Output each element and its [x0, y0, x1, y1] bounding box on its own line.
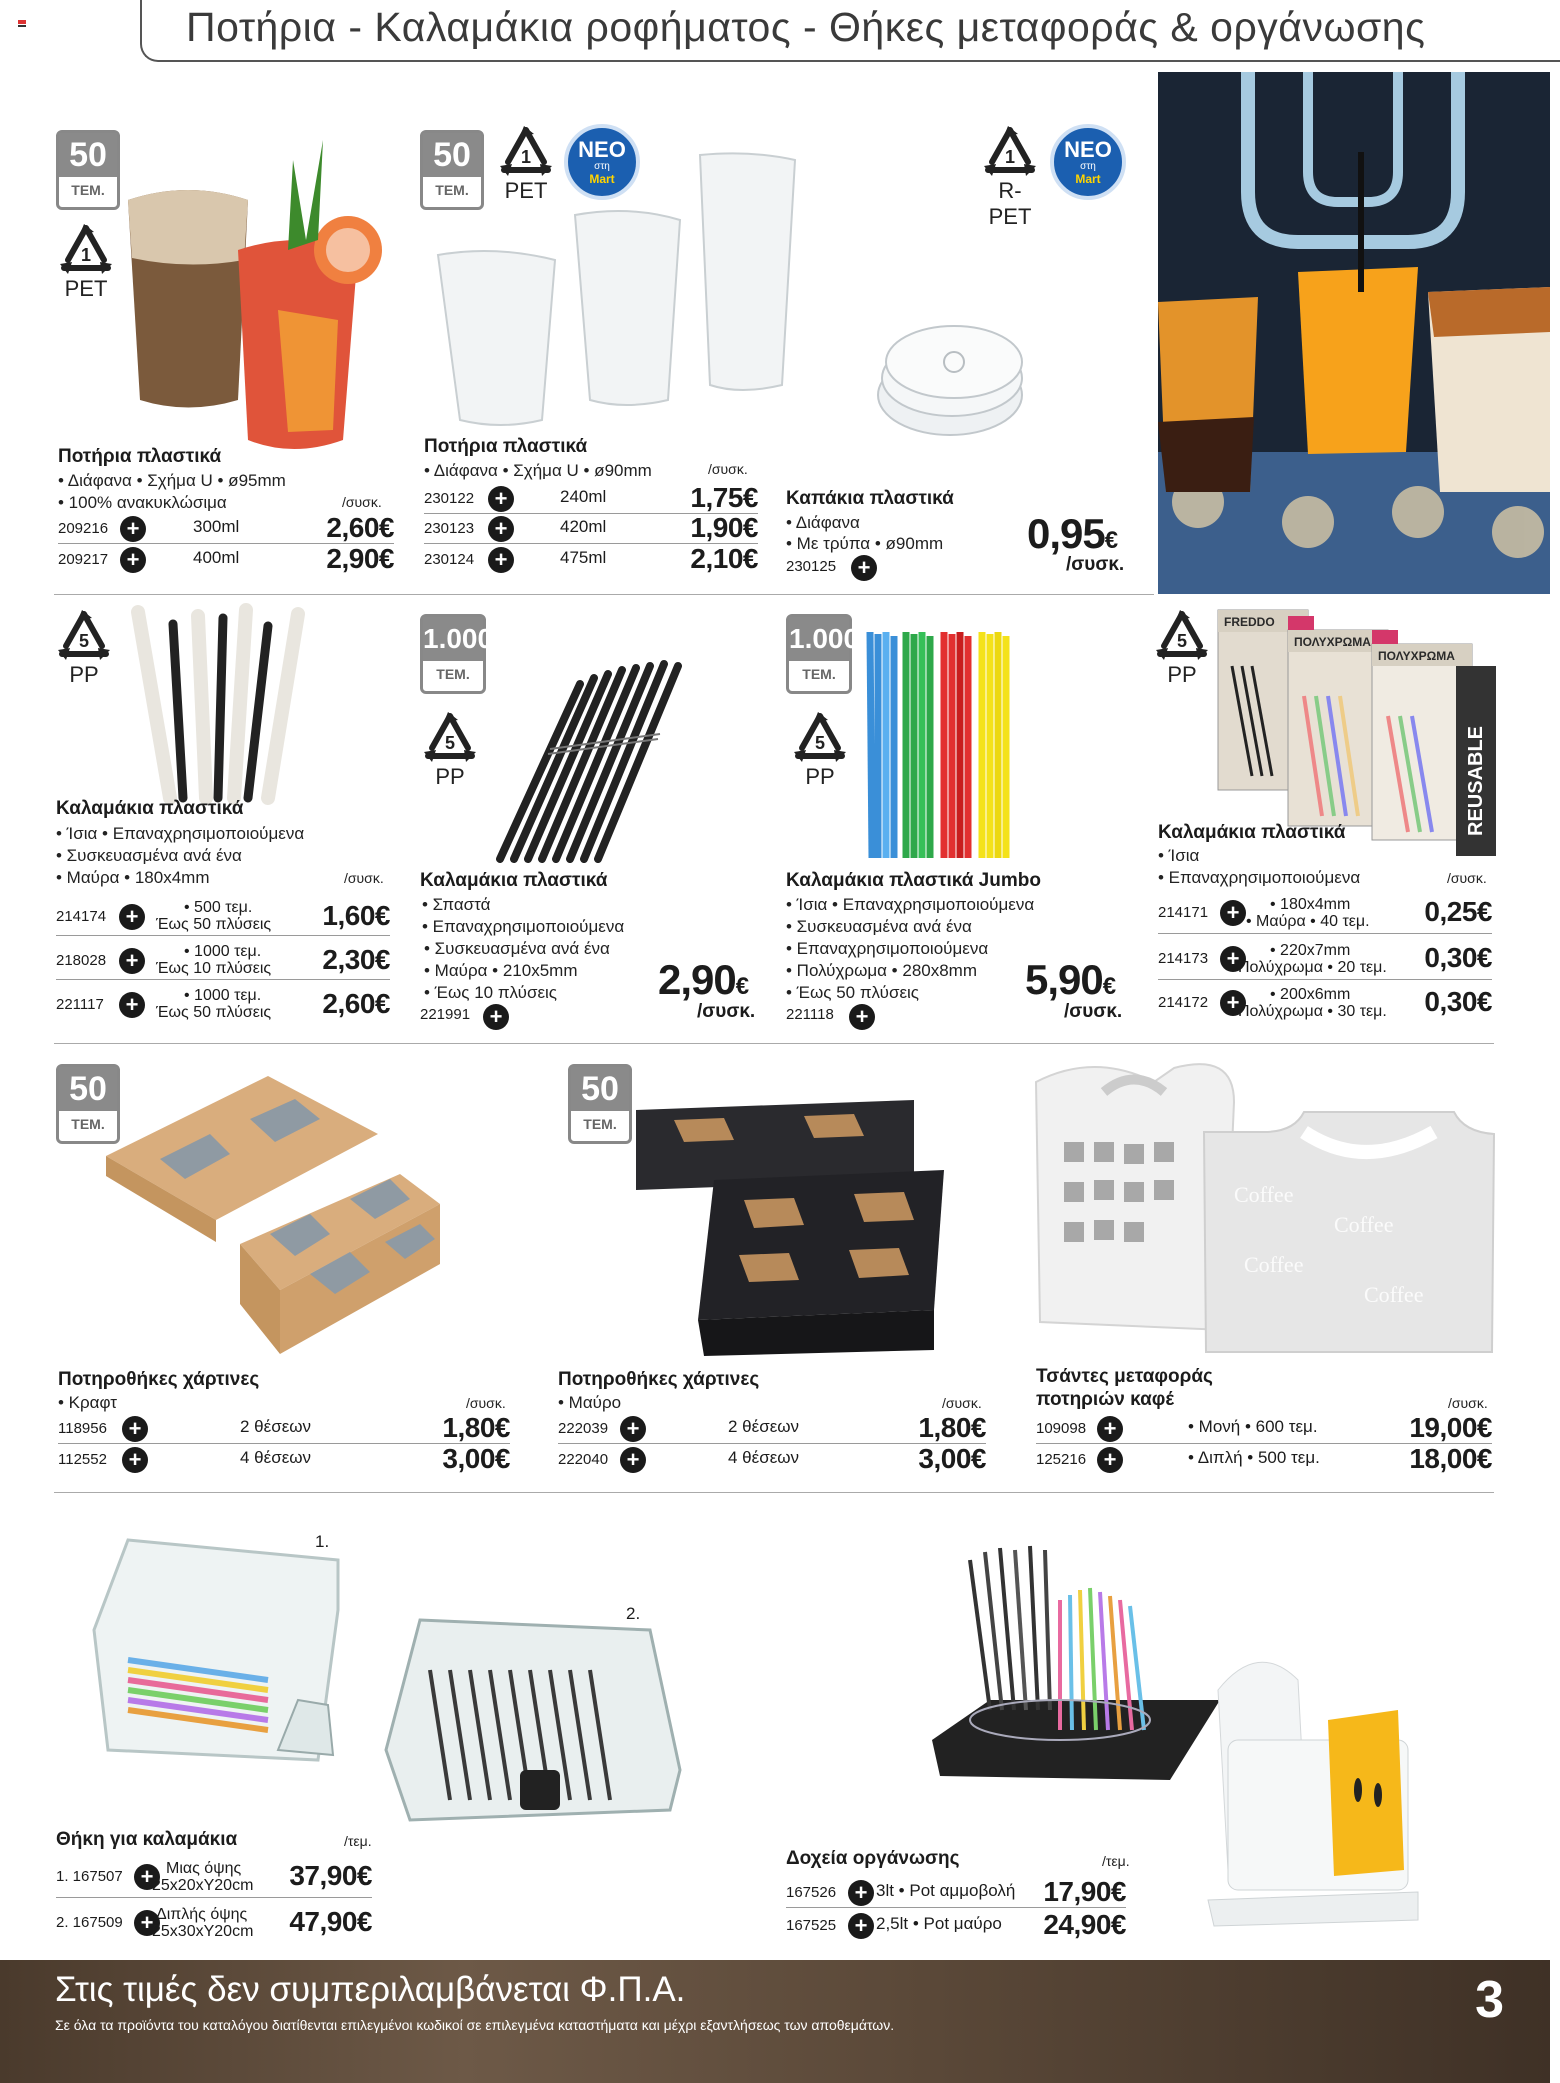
- product-title: Ποτήρια πλαστικά: [424, 436, 588, 457]
- table-row: 230123 + 420ml 1,90€: [424, 512, 758, 543]
- table-row: 112552 + 4 θέσεων 3,00€: [58, 1443, 510, 1474]
- plus-icon[interactable]: +: [483, 1004, 509, 1030]
- product-title: Δοχεία οργάνωσης: [786, 1848, 960, 1869]
- unit-label: /συσκ.: [1448, 1395, 1488, 1411]
- plus-icon[interactable]: +: [134, 1910, 160, 1936]
- svg-text:1: 1: [520, 147, 532, 167]
- feature-line: • Μαύρα • 210x5mm: [424, 961, 578, 980]
- feature-line: • Διάφανα • Σχήμα U • ø95mm: [58, 471, 286, 490]
- page-title: Ποτήρια - Καλαμάκια ροφήματος - Θήκες μεταφοράς & οργάνωσης: [186, 4, 1426, 50]
- carry-bags-photo: [1034, 1062, 1494, 1352]
- divider: [54, 594, 1154, 595]
- unit-label: /συσκ.: [708, 461, 748, 477]
- table-row: 209217 + 400ml 2,90€: [58, 543, 394, 574]
- product-code: 221118: [786, 1006, 834, 1023]
- table-row: 125216 + • Διπλή • 500 τεμ. 18,00€: [1036, 1443, 1492, 1474]
- feature-line: • Μαύρα • 180x4mm: [56, 868, 210, 887]
- recycle-pp-icon: 5 PP: [788, 712, 852, 790]
- quantity-badge: 50 ΤΕΜ.: [568, 1064, 632, 1144]
- feature-line: • Επαναχρησιμοποιούμενα: [786, 939, 989, 958]
- recycle-pet-icon: 1 PET: [494, 126, 558, 204]
- svg-text:5: 5: [814, 733, 826, 753]
- feature-line: • Συσκευασμένα ανά ένα: [56, 846, 242, 865]
- straws-black-photo: [118, 604, 318, 800]
- feature-line: • Κραφτ: [58, 1393, 118, 1412]
- feature-line: • Διάφανα • Σχήμα U • ø90mm: [424, 461, 652, 480]
- quantity-badge: 50 ΤΕΜ.: [56, 130, 120, 210]
- item-number: 2.: [626, 1604, 641, 1623]
- feature-line: • Έως 10 πλύσεις: [424, 983, 557, 1002]
- plus-icon[interactable]: +: [848, 1880, 874, 1906]
- feature-line: • Μαύρο: [558, 1393, 622, 1412]
- product-title: Ποτηροθήκες χάρτινες: [58, 1369, 260, 1390]
- product-title: ποτηριών καφέ: [1036, 1389, 1174, 1410]
- svg-text:FREDDO: FREDDO: [1224, 615, 1275, 629]
- straws-boxes-photo: [1212, 606, 1502, 858]
- recycle-pet-icon: 1 PET: [54, 224, 118, 302]
- svg-text:5: 5: [78, 631, 90, 651]
- plus-icon[interactable]: +: [848, 1913, 874, 1939]
- table-row: 222039 + 2 θέσεων 1,80€: [558, 1412, 986, 1443]
- lifestyle-photo: [1158, 72, 1550, 594]
- divider: [54, 1043, 1494, 1044]
- table-row: 214172 + • 200x6mm Πολύχρωμα • 30 τεμ. 0,30€: [1158, 986, 1492, 1020]
- plus-icon[interactable]: +: [488, 516, 514, 542]
- table-row: 214174 + • 500 τεμ. Έως 50 πλύσεις 1,60€: [56, 898, 390, 936]
- table-row: 1. 167507 + Μιας όψης 25x20xY20cm 37,90€: [56, 1858, 372, 1898]
- plus-icon[interactable]: +: [851, 555, 877, 581]
- unit-label: /συσκ.: [1064, 1001, 1123, 1022]
- feature-line: • Ίσια: [1158, 846, 1200, 865]
- plus-icon[interactable]: +: [488, 486, 514, 512]
- svg-text:5: 5: [1176, 631, 1188, 651]
- table-row: 2. 167509 + Διπλής όψης 25x30xY20cm 47,90€: [56, 1906, 372, 1940]
- svg-text:Coffee: Coffee: [1244, 1252, 1304, 1277]
- new-badge-icon: ΝΕΟ στη Mart: [564, 124, 640, 200]
- table-row: 230124 + 475ml 2,10€: [424, 543, 758, 574]
- svg-text:ΠΟΛΥΧΡΩΜΑ: ΠΟΛΥΧΡΩΜΑ: [1294, 635, 1371, 649]
- feature-line: • Με τρύπα • ø90mm: [786, 534, 944, 553]
- feature-line: • Επαναχρησιμοποιούμενα: [422, 917, 625, 936]
- plus-icon[interactable]: +: [620, 1416, 646, 1442]
- cups-90-photo: [430, 145, 780, 435]
- plus-icon[interactable]: +: [122, 1416, 148, 1442]
- price: 2,90€: [658, 956, 749, 1003]
- plus-icon[interactable]: +: [488, 547, 514, 573]
- svg-text:Coffee: Coffee: [1334, 1212, 1394, 1237]
- straws-bendy-photo: [490, 654, 690, 864]
- product-title: Ποτήρια πλαστικά: [58, 446, 222, 467]
- table-row: 221117 + • 1000 τεμ. Έως 50 πλύσεις 2,60€: [56, 987, 390, 1021]
- divider: [54, 1492, 1494, 1493]
- recycle-pet-icon: 1 R-PET: [978, 126, 1042, 230]
- plus-icon[interactable]: +: [1220, 946, 1246, 972]
- unit-label: /συσκ.: [466, 1395, 506, 1411]
- unit-label: /συσκ.: [1066, 554, 1125, 575]
- product-title: Καλαμάκια πλαστικά: [56, 798, 244, 819]
- product-title: Ποτηροθήκες χάρτινες: [558, 1369, 760, 1390]
- quantity-badge: 1.000 ΤΕΜ.: [420, 614, 486, 694]
- product-code: 230125: [786, 558, 837, 575]
- unit-label: /τεμ.: [1102, 1853, 1130, 1869]
- lids-photo: [870, 280, 1030, 460]
- vat-notice: Στις τιμές δεν συμπεριλαμβάνεται Φ.Π.Α.: [55, 1970, 686, 2009]
- plus-icon[interactable]: +: [120, 516, 146, 542]
- quantity-badge: 1.000 ΤΕΜ.: [786, 614, 852, 694]
- item-number: 1.: [315, 1532, 330, 1551]
- unit-label: /συσκ.: [697, 1001, 756, 1022]
- feature-line: • Συσκευασμένα ανά ένα: [424, 939, 610, 958]
- recycle-pp-icon: 5 PP: [52, 610, 116, 688]
- quantity-badge: 50 ΤΕΜ.: [56, 1064, 120, 1144]
- plus-icon[interactable]: +: [119, 948, 145, 974]
- table-row: 214171 + • 180x4mm • Μαύρα • 40 τεμ. 0,25€: [1158, 894, 1492, 934]
- organizer-1-photo: [930, 1540, 1230, 1790]
- svg-text:Coffee: Coffee: [1364, 1282, 1424, 1307]
- feature-line: • 100% ανακυκλώσιμα: [58, 493, 227, 512]
- table-row: 209216 + 300ml 2,60€: [58, 512, 394, 543]
- feature-line: • Πολύχρωμα • 280x8mm: [786, 961, 978, 980]
- feature-line: • Ίσια • Επαναχρησιμοποιούμενα: [56, 824, 305, 843]
- plus-icon[interactable]: +: [620, 1447, 646, 1473]
- plus-icon[interactable]: +: [119, 992, 145, 1018]
- table-row: 230122 + 240ml 1,75€: [424, 482, 758, 513]
- cups-95-photo: [118, 140, 428, 455]
- kraft-holders-photo: [100, 1064, 440, 1364]
- plus-icon[interactable]: +: [119, 904, 145, 930]
- plus-icon[interactable]: +: [849, 1004, 875, 1030]
- plus-icon[interactable]: +: [1097, 1447, 1123, 1473]
- header-mark: [18, 20, 26, 24]
- table-row: 214173 + • 220x7mm Πολύχρωμα • 20 τεμ. 0,30€: [1158, 940, 1492, 980]
- new-badge-icon: ΝΕΟ στη Mart: [1050, 124, 1126, 200]
- table-row: 167526 + 3lt • Pot αμμοβολή 17,90€: [786, 1876, 1126, 1907]
- price: 5,90€: [1025, 956, 1116, 1003]
- table-row: 218028 + • 1000 τεμ. Έως 10 πλύσεις 2,30€: [56, 942, 390, 980]
- svg-text:1: 1: [80, 245, 92, 265]
- unit-label: /συσκ.: [344, 870, 384, 886]
- unit-label: /συσκ.: [342, 494, 382, 510]
- dispenser-1-photo: [88, 1530, 348, 1770]
- page-number: 3: [1475, 1971, 1504, 2029]
- product-title: Θήκη για καλαμάκια: [56, 1829, 238, 1850]
- plus-icon[interactable]: +: [1097, 1416, 1123, 1442]
- plus-icon[interactable]: +: [122, 1447, 148, 1473]
- product-code: 221991: [420, 1006, 471, 1023]
- product-title: Καπάκια πλαστικά: [786, 488, 954, 509]
- footer: [0, 1960, 1550, 2083]
- dispenser-2-photo: [380, 1610, 690, 1830]
- plus-icon[interactable]: +: [134, 1864, 160, 1890]
- straws-jumbo-photo: [866, 630, 1086, 860]
- product-title: Τσάντες μεταφοράς: [1036, 1366, 1213, 1387]
- product-title: Καλαμάκια πλαστικά: [420, 870, 608, 891]
- feature-line: • Διάφανα: [786, 513, 860, 532]
- feature-line: • Ίσια • Επαναχρησιμοποιούμενα: [786, 895, 1035, 914]
- svg-text:REUSABLE: REUSABLE: [1465, 725, 1487, 836]
- quantity-badge: 50 ΤΕΜ.: [420, 130, 484, 210]
- svg-text:1: 1: [1004, 147, 1016, 167]
- plus-icon[interactable]: +: [120, 547, 146, 573]
- availability-notice: Σε όλα τα προϊόντα του καταλόγου διατίθενται επιλεγμένοι κωδικοί σε επιλεγμένα καταστήματα και μέχρι εξαντλήσεως των αποθεμάτων.: [55, 2017, 895, 2033]
- black-holders-photo: [634, 1060, 954, 1360]
- recycle-pp-icon: 5 PP: [418, 712, 482, 790]
- feature-line: • Έως 50 πλύσεις: [786, 983, 919, 1002]
- feature-line: • Σπαστά: [422, 895, 491, 914]
- unit-label: /συσκ.: [1447, 870, 1487, 886]
- plus-icon[interactable]: +: [1220, 990, 1246, 1016]
- recycle-pp-icon: 5 PP: [1150, 610, 1214, 688]
- unit-label: /τεμ.: [344, 1833, 372, 1849]
- table-row: 118956 + 2 θέσεων 1,80€: [58, 1412, 510, 1443]
- table-row: 222040 + 4 θέσεων 3,00€: [558, 1443, 986, 1474]
- table-row: 109098 + • Μονή • 600 τεμ. 19,00€: [1036, 1412, 1492, 1443]
- table-row: 167525 + 2,5lt • Pot μαύρο 24,90€: [786, 1909, 1126, 1940]
- unit-label: /συσκ.: [942, 1395, 982, 1411]
- feature-line: • Επαναχρησιμοποιούμενα: [1158, 868, 1361, 887]
- svg-text:ΠΟΛΥΧΡΩΜΑ: ΠΟΛΥΧΡΩΜΑ: [1378, 649, 1455, 663]
- svg-text:5: 5: [444, 733, 456, 753]
- organizer-2-photo: [1208, 1620, 1428, 1930]
- svg-text:Coffee: Coffee: [1234, 1182, 1294, 1207]
- feature-line: • Συσκευασμένα ανά ένα: [786, 917, 972, 936]
- price: 0,95€: [1027, 510, 1118, 557]
- product-title: Καλαμάκια πλαστικά Jumbo: [786, 870, 1041, 891]
- product-title: Καλαμάκια πλαστικά: [1158, 822, 1346, 843]
- plus-icon[interactable]: +: [1220, 900, 1246, 926]
